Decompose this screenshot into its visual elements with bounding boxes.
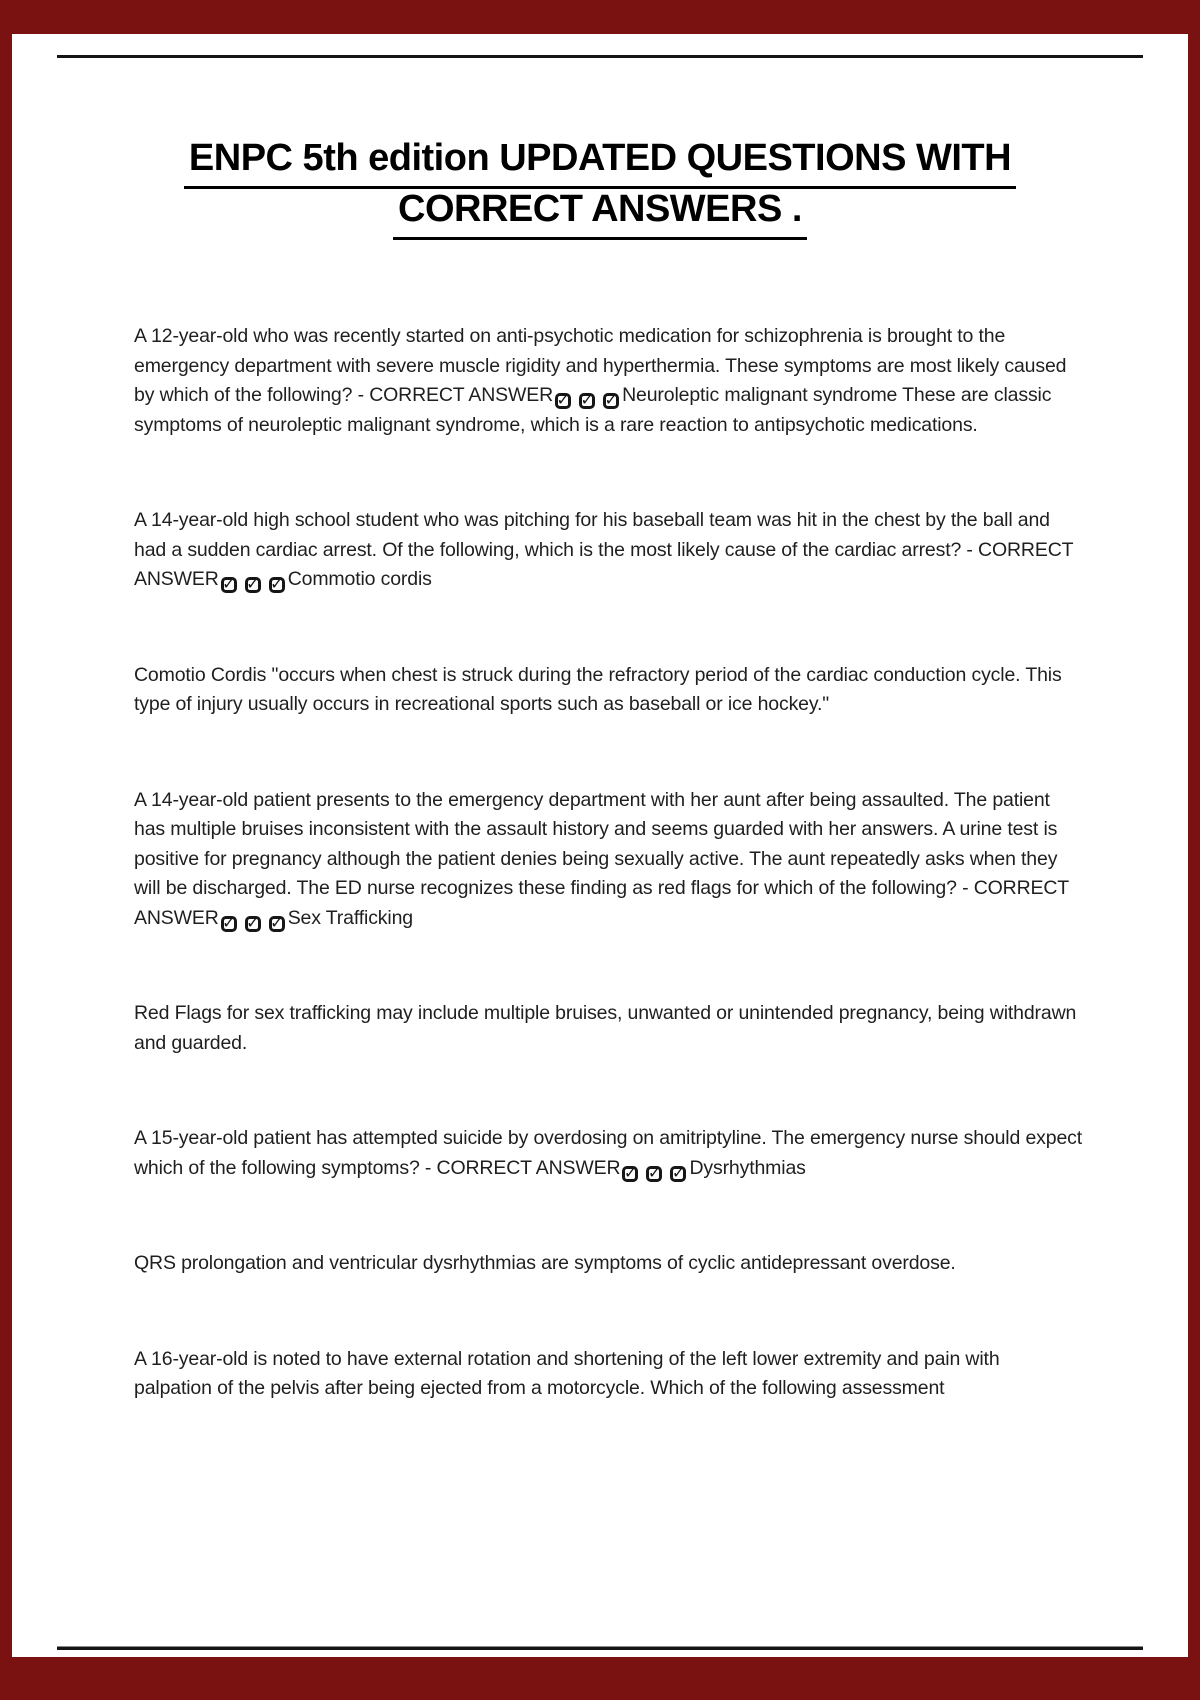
qa-paragraph: A 12-year-old who was recently started on anti-psychotic medication for schizophrenia is brought to the emergency department with severe muscle rigidity and hyperthermia. These symptoms are most likely caused by which of the following? - CORRECT ANSWER ✓ ✓ ✓ Neuroleptic malignant syndrome These are classic symptoms of neuroleptic malignant syndrome, which is a rare reaction to antipsychotic medications. — [134, 325, 1067, 436]
checked-checkbox-icon: ✓ — [246, 914, 260, 932]
bottom-rule — [57, 1646, 1143, 1650]
qa-paragraph: A 15-year-old patient has attempted suicide by overdosing on amitriptyline. The emergency nurse should expect which of the following symptoms? - CORRECT ANSWER ✓ ✓ ✓ Dysrhythmias — [134, 1127, 1083, 1182]
checked-checkbox-icon: ✓ — [270, 576, 284, 593]
qa-paragraph: A 16-year-old is noted to have external rotation and shortening of the left lower extremity and pain with palpation of the pelvis after being ejected from a motorcycle. Which of the following assessment — [134, 1347, 1000, 1399]
qa-paragraph: A 14-year-old high school student who was pitching for his baseball team was hit in the chest by the ball and had a sudden cardiac arrest. Of the following, which is the most likely cause of the cardiac arrest? - CORRECT ANSWER ✓ ✓ ✓ Commotio cordis — [134, 509, 1074, 593]
qa-paragraph: Comotio Cordis "occurs when chest is struck during the refractory period of the cardiac conduction cycle. This type of injury usually occurs in recreational sports such as baseball or ice hockey." — [134, 663, 1062, 715]
page-title — [0, 138, 1200, 240]
qa-paragraph: QRS prolongation and ventricular dysrhythmias are symptoms of cyclic antidepressant overdose. — [134, 1252, 956, 1274]
qa-content — [134, 322, 1082, 1470]
qa-paragraph: Red Flags for sex trafficking may include multiple bruises, unwanted or unintended pregnancy, being withdrawn and guarded. — [134, 1002, 1077, 1054]
checked-checkbox-icon: ✓ — [270, 914, 284, 932]
title-line-1: ENPC 5th edition UPDATED QUESTIONS WITH — [184, 138, 1016, 189]
title-line-2: CORRECT ANSWERS . — [393, 189, 807, 240]
qa-paragraph: A 14-year-old patient presents to the emergency department with her aunt after being assaulted. The patient has multiple bruises inconsistent with the assault history and seems guarded with her answers. A urine test is positive for pregnancy although the patient denies being sexually active. The aunt repeatedly asks when they will be discharged. The ED nurse recognizes these finding as red flags for which of the following? - CORRECT ANSWER ✓ ✓ ✓ Sex Trafficking — [134, 788, 1069, 932]
checked-checkbox-icon: ✓ — [222, 576, 236, 593]
checked-checkbox-icon: ✓ — [246, 576, 260, 593]
checked-checkbox-icon: ✓ — [623, 1164, 638, 1182]
checked-checkbox-icon: ✓ — [604, 392, 618, 409]
checked-checkbox-icon: ✓ — [671, 1164, 686, 1182]
checked-checkbox-icon: ✓ — [556, 392, 570, 409]
top-rule — [57, 55, 1143, 58]
checked-checkbox-icon: ✓ — [647, 1164, 662, 1182]
checked-checkbox-icon: ✓ — [580, 392, 594, 409]
checked-checkbox-icon: ✓ — [222, 914, 236, 932]
